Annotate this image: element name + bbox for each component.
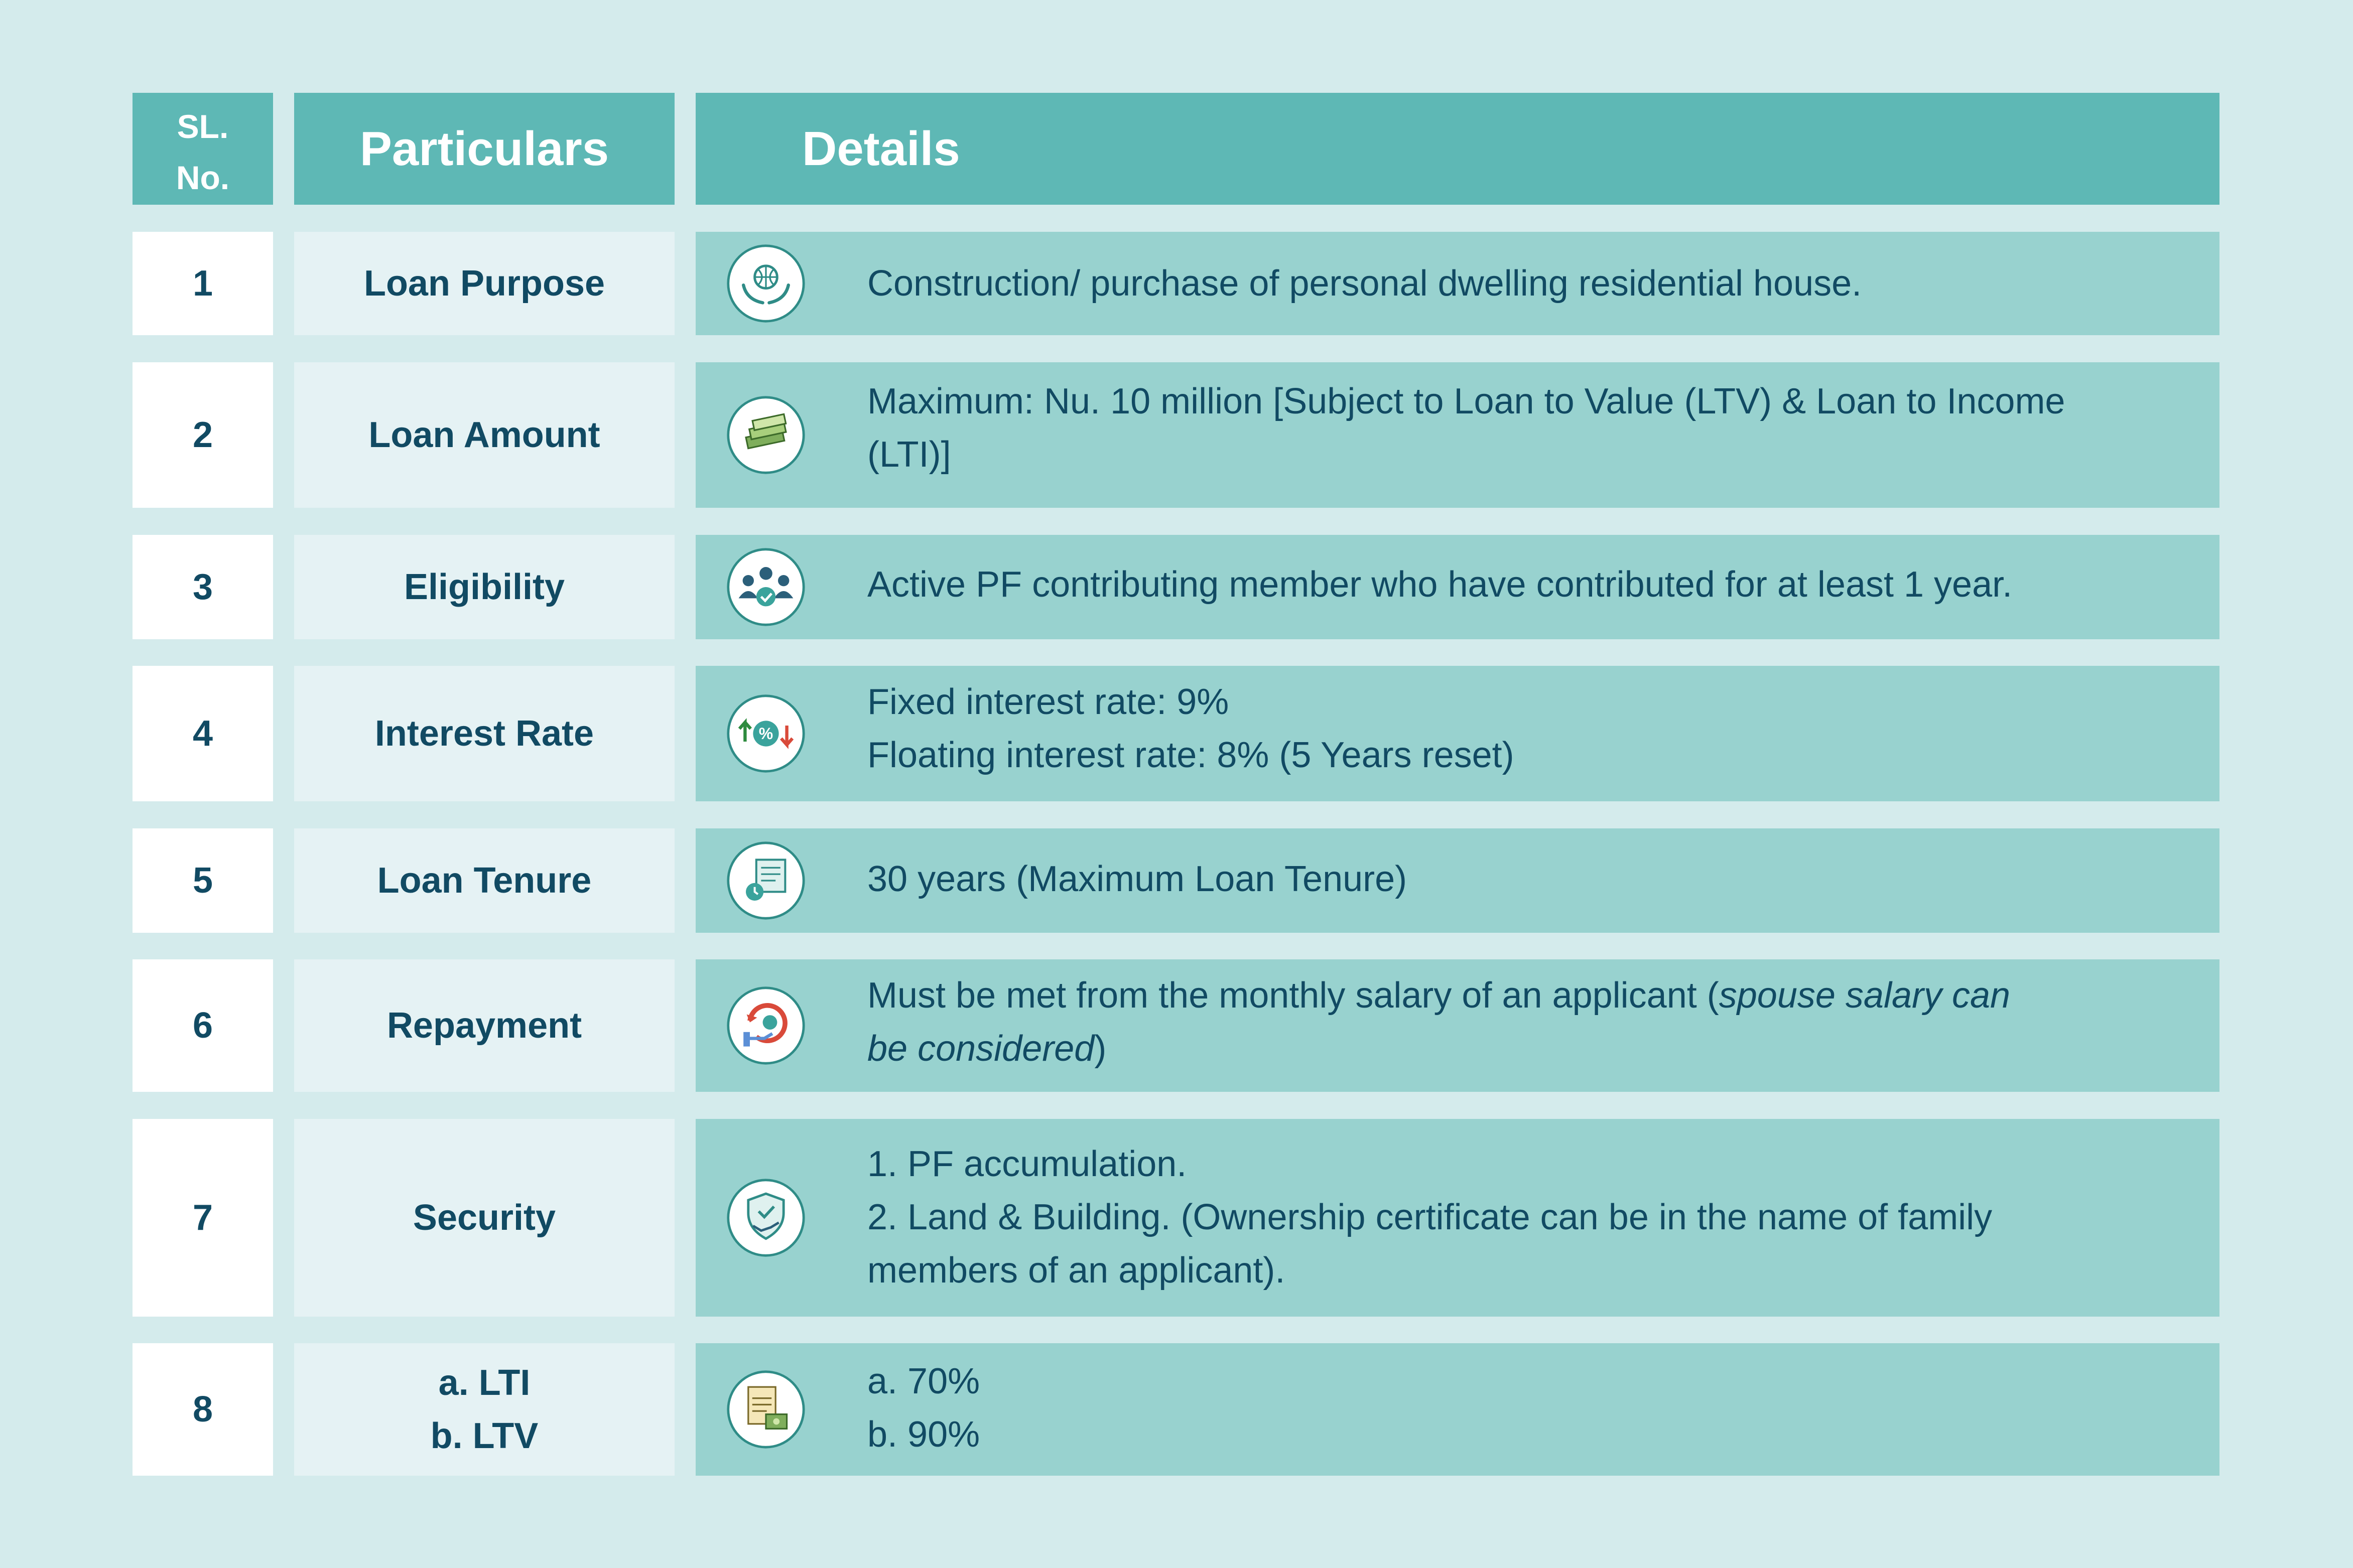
row-8-sl: 8 xyxy=(133,1343,273,1476)
shield-handshake-icon xyxy=(726,1178,806,1258)
row-5-particular xyxy=(294,828,675,933)
row-5-particular-label: Loan Tenure xyxy=(377,861,592,901)
row-8-details xyxy=(696,1343,2219,1476)
row-8-particular-line-2: b. LTV xyxy=(430,1416,539,1456)
row-3-details xyxy=(696,535,2219,639)
repayment-cycle-icon xyxy=(726,985,806,1066)
row-1-particular-label: Loan Purpose xyxy=(363,263,605,304)
loan-clock-icon xyxy=(726,840,806,921)
header-sl-line1: SL. xyxy=(177,108,229,145)
row-2-sl: 2 xyxy=(133,362,273,508)
row-3-details-line-1: Active PF contributing member who have contributed for at least 1 year. xyxy=(867,564,2013,605)
row-5-details xyxy=(696,828,2219,933)
row-4-details-line-1: Fixed interest rate: 9% xyxy=(867,682,1229,722)
row-7-sl: 7 xyxy=(133,1119,273,1317)
row-7-particular-label: Security xyxy=(413,1198,556,1238)
row-6-details-line-2-plain: ) xyxy=(1094,1029,1107,1069)
row-8-details-line-1: a. 70% xyxy=(867,1361,980,1401)
row-8-particular-line-1: a. LTI xyxy=(438,1363,531,1403)
row-4-details-line-2: Floating interest rate: 8% (5 Years reset) xyxy=(867,735,1514,775)
svg-text:%: % xyxy=(758,725,773,743)
row-5-sl: 5 xyxy=(133,828,273,933)
row-7-particular xyxy=(294,1119,675,1317)
row-8-particular xyxy=(294,1343,675,1476)
row-5-details-line-1: 30 years (Maximum Loan Tenure) xyxy=(867,859,1407,899)
header-sl-line2: No. xyxy=(176,159,230,196)
row-4-details xyxy=(696,666,2219,801)
row-6-details-line-1 xyxy=(867,969,2144,1022)
row-2-details-line-1: Maximum: Nu. 10 million [Subject to Loan to Value (LTV) & Loan to Income xyxy=(867,381,2065,421)
row-4-sl: 4 xyxy=(133,666,273,801)
loan-document-icon xyxy=(726,1369,806,1450)
row-6-particular xyxy=(294,959,675,1092)
row-4-particular xyxy=(294,666,675,801)
percent-arrows-icon xyxy=(726,693,806,774)
row-4-particular-label: Interest Rate xyxy=(374,714,594,754)
row-2-details xyxy=(696,362,2219,508)
row-6-particular-label: Repayment xyxy=(386,1006,582,1046)
row-6-details-line-1-italic: spouse salary can xyxy=(1719,975,2011,1016)
row-7-details xyxy=(696,1119,2219,1317)
row-6-sl: 6 xyxy=(133,959,273,1092)
row-1-details-line-1: Construction/ purchase of personal dwelling residential house. xyxy=(867,263,1862,304)
row-2-particular-label: Loan Amount xyxy=(368,415,600,455)
row-1-details xyxy=(696,232,2219,335)
header-particulars: Particulars xyxy=(294,93,675,205)
members-check-icon xyxy=(726,547,806,627)
row-1-particular xyxy=(294,232,675,335)
row-6-details-line-2 xyxy=(867,1022,2144,1075)
row-6-details xyxy=(696,959,2219,1092)
row-2-particular xyxy=(294,362,675,508)
row-2-details-line-2: (LTI)] xyxy=(867,435,951,475)
money-stack-icon xyxy=(726,395,806,475)
row-7-details-line-2: 2. Land & Building. (Ownership certificate can be in the name of family xyxy=(867,1197,1993,1237)
row-3-sl: 3 xyxy=(133,535,273,639)
row-1-sl: 1 xyxy=(133,232,273,335)
row-3-particular-label: Eligibility xyxy=(404,567,565,607)
row-3-particular xyxy=(294,535,675,639)
row-7-details-line-3: members of an applicant). xyxy=(867,1250,1285,1291)
hands-globe-icon xyxy=(726,243,806,324)
row-7-details-line-1: 1. PF accumulation. xyxy=(867,1144,1187,1184)
row-8-details-line-2: b. 90% xyxy=(867,1414,980,1455)
row-6-details-line-1-plain: Must be met from the monthly salary of an applicant ( xyxy=(867,975,1719,1016)
header-details: Details xyxy=(696,93,2219,205)
row-6-details-line-2-italic: be considered xyxy=(867,1029,1095,1069)
header-sl-no xyxy=(133,93,273,205)
